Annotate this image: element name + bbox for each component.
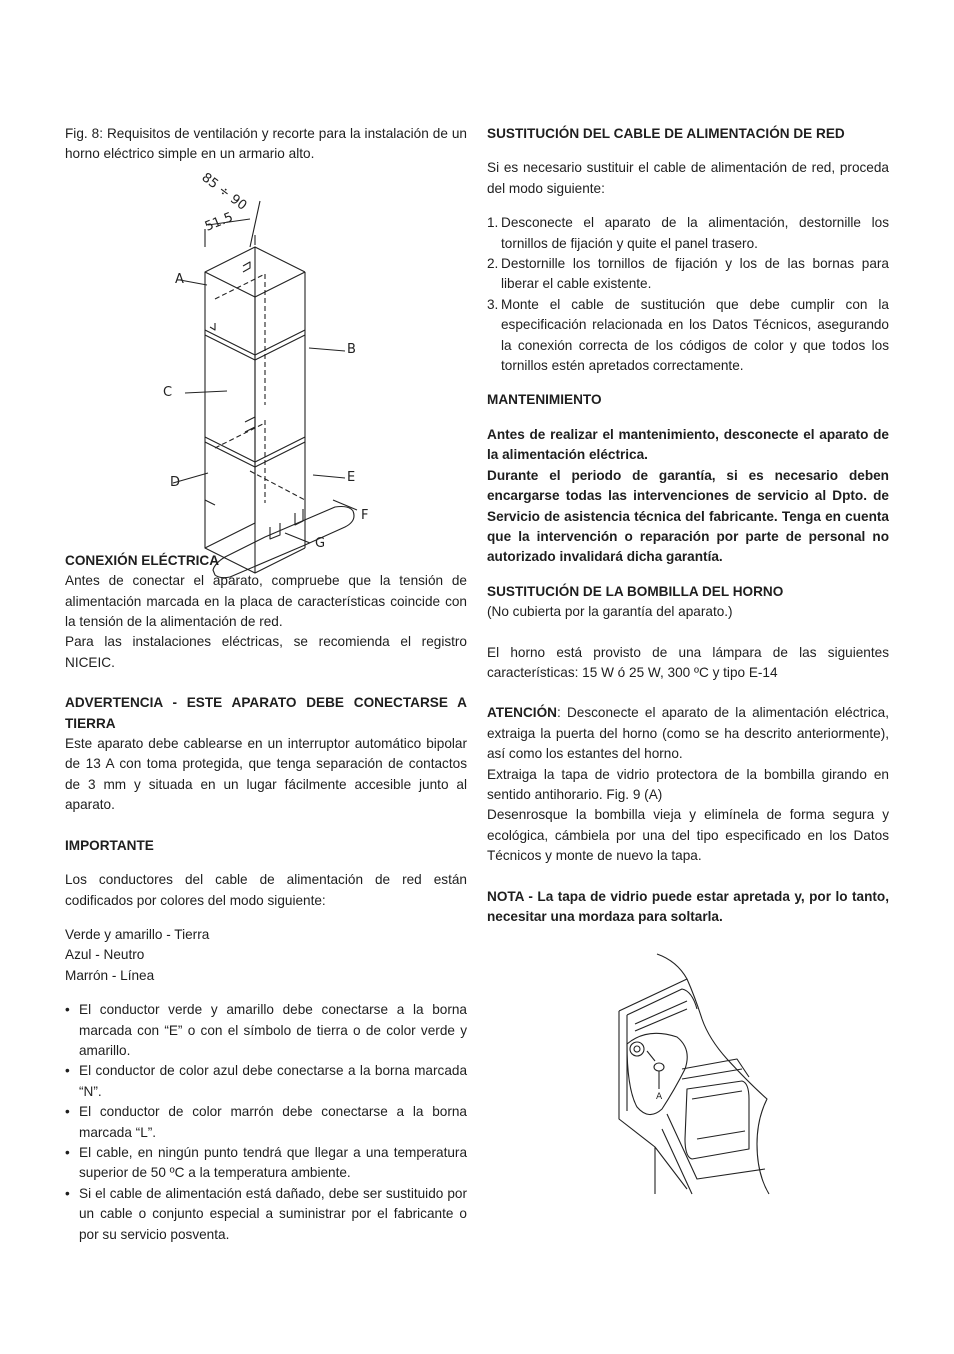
fig8-label-c: C [163, 384, 173, 400]
mantenimiento-paragraph-1: Antes de realizar el mantenimiento, desconecte el aparato de la alimentación eléctrica. [487, 426, 889, 463]
fig8-cabinet-diagram [65, 165, 467, 551]
list-item: • Si el cable de alimentación está dañado, debe ser sustituido por un cable o conjunto especial a suministrar por el fabricante o por su servicio posventa. [65, 1185, 467, 1242]
wiring-bullet-list [65, 1000, 467, 1245]
fig8-label-e: E [347, 469, 356, 485]
mantenimiento-title: MANTENIMIENTO [487, 392, 602, 408]
fig9-label-a: A [656, 1092, 663, 1103]
list-item: 2. Destornille los tornillos de fijación y los de las bornas para liberar el cable existente. [487, 256, 889, 292]
fig8-label-b: B [347, 341, 356, 357]
conexion-paragraph-1: Antes de conectar el aparato, compruebe que la tensión de alimentación marcada en la placa de características coincide con la tensión de la alimentación de red. [65, 573, 467, 630]
advertencia-title: ADVERTENCIA - ESTE APARATO DEBE CONECTARSE A TIERRA [65, 695, 467, 731]
color-code-neutral: Azul - Neutro [65, 947, 145, 963]
list-item: • El conductor verde y amarillo debe conectarse a la borna marcada con “E” o con el símbolo de tierra o de color verde y amarillo. [65, 1002, 467, 1058]
importante-title: IMPORTANTE [65, 837, 154, 853]
fig8-label-g: G [315, 535, 326, 551]
list-item: • El conductor de color azul debe conectarse a la borna marcada “N”. [65, 1063, 467, 1099]
atencion-paragraph [487, 703, 889, 764]
list-item: 3. Monte el cable de sustitución que debe cumplir con la especificación relacionada en los Datos Técnicos, asegurando la conexión correcta de los códigos de color y que todos los tornillos estén apretados correctamente. [487, 296, 889, 374]
nota-paragraph: NOTA - La tapa de vidrio puede estar apretada y, por lo tanto, necesitar una mordaza para soltarla. [487, 888, 889, 924]
bombilla-note: (No cubierta por la garantía del aparato.) [487, 604, 733, 620]
fig9-oven-lamp-diagram [487, 949, 889, 1209]
bombilla-paragraph-2: Extraiga la tapa de vidrio protectora de la bombilla girando en sentido antihorario. Fig. 9 (A) [487, 766, 889, 802]
atencion-text: : Desconecte el aparato de la alimentación eléctrica, extraiga la puerta del horno (como se ha descrito anteriormente), así como los estantes del horno. [487, 705, 889, 762]
conexion-paragraph-2: Para las instalaciones eléctricas, se recomienda el registro NICEIC. [65, 634, 467, 670]
left-column [65, 124, 467, 1245]
fig8-caption: Fig. 8: Requisitos de ventilación y recorte para la instalación de un horno eléctrico simple en un armario alto. [65, 126, 467, 162]
atencion-label: ATENCIÓN [487, 705, 557, 721]
color-code-earth: Verde y amarillo - Tierra [65, 926, 210, 942]
list-item: 1. Desconecte el aparato de la alimentación, destornille los tornillos de fijación y quite el panel trasero. [487, 215, 889, 251]
list-item: • El cable, en ningún punto tendrá que llegar a una temperatura superior de 50 ºC a la temperatura ambiente. [65, 1144, 467, 1181]
fig8-label-d: D [170, 474, 181, 490]
list-item: • El conductor de color marrón debe conectarse a la borna marcada “L”. [65, 1104, 467, 1140]
fig8-dim-top: 85 ÷ 90 [198, 170, 250, 214]
bombilla-paragraph-3: Desenrosque la bombilla vieja y elimínela de forma segura y ecológica, cámbiela por una del tipo especificado en los Datos Técnicos y monte de nuevo la tapa. [487, 807, 889, 864]
conexion-title: CONEXIÓN ELÉCTRICA [65, 552, 220, 568]
bombilla-paragraph-1: El horno está provisto de una lámpara de las siguientes características: 15 W ó 25 W, 300 ºC y tipo E-14 [487, 644, 889, 680]
fig8-label-f: F [361, 507, 369, 523]
sustitucion-intro: Si es necesario sustituir el cable de alimentación de red, proceda del modo siguiente: [487, 160, 889, 196]
replacement-steps-list [487, 213, 889, 376]
color-code-live: Marrón - Línea [65, 967, 155, 983]
sustitucion-cable-title: SUSTITUCIÓN DEL CABLE DE ALIMENTACIÓN DE RED [487, 126, 845, 141]
importante-paragraph: Los conductores del cable de alimentación de red están codificados por colores del modo siguiente: [65, 872, 467, 908]
fig8-dim-side: 51.5 [202, 209, 236, 235]
advertencia-paragraph: Este aparato debe cablearse en un interruptor automático bipolar de 13 A con toma protegida, que tenga separación de contactos de 3 mm y situada en un lugar fácilmente accesible junto al aparato. [65, 736, 467, 813]
right-column [487, 124, 889, 1209]
fig8-label-a: A [175, 271, 184, 287]
bombilla-title: SUSTITUCIÓN DE LA BOMBILLA DEL HORNO [487, 583, 784, 599]
mantenimiento-paragraph-2: Durante el periodo de garantía, si es necesario deben encargarse todas las intervenciones de servicio al Dpto. de Servicio de asistencia técnica del fabricante. Tenga en cuenta que la intervención o reparación por parte de personal no autorizado invalidará dicha garantía. [487, 467, 889, 565]
